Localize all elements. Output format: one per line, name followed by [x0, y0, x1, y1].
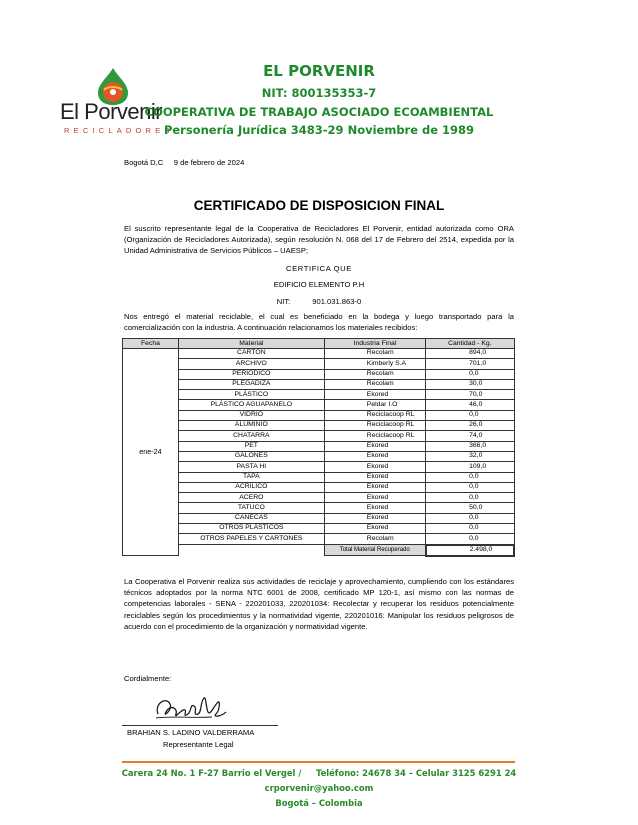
total-spacer: [178, 545, 324, 556]
logo-word: El Porvenir: [60, 99, 163, 124]
material-cell: CHATARRA: [178, 431, 324, 441]
material-cell: ALUMINIO: [178, 421, 324, 431]
industry-cell: Ekored: [324, 390, 425, 400]
table-row: [123, 462, 515, 472]
certifies-heading: CERTIFICA QUE: [286, 264, 352, 273]
table-row: [123, 524, 515, 534]
material-cell: CARTÓN: [178, 349, 324, 359]
material-cell: ACERO: [178, 493, 324, 503]
table-row: [123, 482, 515, 492]
legal-personality: Personería Jurídica 3483-29 Noviembre de 1989: [163, 123, 475, 137]
footer-email[interactable]: crporvenir@yahoo.com: [264, 783, 374, 793]
table-row: [123, 410, 515, 420]
material-cell: CANECAS: [178, 513, 324, 523]
quantity-cell: 894,0: [426, 349, 514, 359]
material-cell: ACRILICO: [178, 482, 324, 492]
total-label: Total Material Recuperado: [324, 545, 425, 556]
quantity-cell: 0,0: [426, 482, 514, 492]
industry-cell: Peldar I.O: [324, 400, 425, 410]
material-cell: PASTA HI: [178, 462, 324, 472]
industry-cell: Ekored: [324, 503, 425, 513]
industry-cell: Recolam: [324, 369, 425, 379]
header-industria: Industria Final: [324, 339, 425, 349]
company-nit: NIT: 800135353-7: [261, 86, 377, 100]
table-row: [123, 513, 515, 523]
quantity-cell: 0,0: [426, 513, 514, 523]
table-row: [123, 472, 515, 482]
table-row: [123, 431, 515, 441]
table-row: [123, 493, 515, 503]
table-row: [123, 390, 515, 400]
table-row: [123, 349, 515, 359]
industry-cell: Ekored: [324, 524, 425, 534]
document-title: CERTIFICADO DE DISPOSICION FINAL: [193, 198, 445, 213]
industry-cell: Ekored: [324, 493, 425, 503]
material-cell: PLÁSTICO: [178, 390, 324, 400]
total-row: [123, 545, 515, 556]
table-row: [123, 379, 515, 389]
header-fecha: Fecha: [123, 339, 179, 349]
quantity-cell: 366,0: [426, 441, 514, 451]
quantity-cell: 0,0: [426, 410, 514, 420]
delivery-paragraph: Nos entregó el material reciclable, el cual es beneficiado en la bodega y luego transportado para la comercialización con la industria. A continuación relacionamos los materiales recibidos:: [124, 312, 514, 333]
table-row: [123, 503, 515, 513]
industry-cell: Recolam: [324, 534, 425, 545]
industry-cell: Recolam: [324, 379, 425, 389]
signer-role: Representante Legal: [163, 740, 234, 749]
table-row: [123, 369, 515, 379]
table-header-row: [123, 339, 515, 349]
client-nit-line: [0, 296, 638, 307]
client-nit-label: NIT:: [276, 297, 291, 306]
quantity-cell: 26,0: [426, 421, 514, 431]
header-cantidad: Cantidad - Kg.: [426, 339, 514, 349]
logo-subtitle: RECICLADORES: [64, 126, 174, 135]
signer-name: BRAHIAN S. LADINO VALDERRAMA: [127, 728, 255, 737]
material-cell: PLÁSTICO AGUAPANELO: [178, 400, 324, 410]
table-row: [123, 534, 515, 545]
header-material: Material: [178, 339, 324, 349]
document-date: Bogotá D,C 9 de febrero de 2024: [124, 158, 245, 167]
material-cell: PERIÓDICO: [178, 369, 324, 379]
table-row: [123, 400, 515, 410]
quantity-cell: 0,0: [426, 472, 514, 482]
quantity-cell: 0,0: [426, 369, 514, 379]
industry-cell: Ekored: [324, 451, 425, 461]
quantity-cell: 74,0: [426, 431, 514, 441]
industry-cell: Recolam: [324, 349, 425, 359]
table-row: [123, 359, 515, 369]
quantity-cell: 32,0: [426, 451, 514, 461]
table-row: [123, 421, 515, 431]
industry-cell: Ekored: [324, 441, 425, 451]
industry-cell: Kimberly S.A: [324, 359, 425, 369]
signature-image: [152, 690, 232, 726]
footer-address: Carera 24 No. 1 F-27 Barrio el Vergel / Teléfono: 24678 34 – Celular 3125 6291 24: [121, 768, 517, 778]
quantity-cell: 30,0: [426, 379, 514, 389]
quantity-cell: 701,0: [426, 359, 514, 369]
company-name: EL PORVENIR: [263, 62, 375, 80]
material-cell: OTROS PLÁSTICOS: [178, 524, 324, 534]
industry-cell: Ekored: [324, 482, 425, 492]
quantity-cell: 0,0: [426, 524, 514, 534]
industry-cell: Ekored: [324, 513, 425, 523]
industry-cell: Reciclacoop RL: [324, 431, 425, 441]
material-cell: GALONES: [178, 451, 324, 461]
material-cell: TATUCO: [178, 503, 324, 513]
footer-city: Bogotá – Colombia: [275, 798, 363, 808]
material-cell: ARCHIVO: [178, 359, 324, 369]
quantity-cell: 0,0: [426, 534, 514, 545]
quantity-cell: 109,0: [426, 462, 514, 472]
table-row: [123, 451, 515, 461]
closing-salutation: Cordialmente:: [124, 674, 172, 683]
client-name: EDIFICIO ELEMENTO P.H: [273, 280, 365, 289]
fecha-cell: ene-24: [123, 349, 179, 556]
materials-table: [122, 338, 515, 557]
footer-divider: [122, 761, 515, 763]
industry-cell: Reciclacoop RL: [324, 421, 425, 431]
closing-paragraph: La Cooperativa el Porvenir realiza sus actividades de reciclaje y aprovechamiento, cumpliendo con los estándares técnicos adoptados por la norma NTC 6001 de 2008, certificado MP 120-1, así mismo con las normas de competencias laborales - SENA - 220201033, 220201034: Recolectar y recuperar los residuos potencialmente reciclables según los procedimientos y la normatividad vigente, 220201016: Manipular los residuos peligrosos de acuerdo con el procedimiento de la organización y normatividad vigente.: [124, 577, 514, 631]
quantity-cell: 0,0: [426, 493, 514, 503]
client-nit-value: 901.031.863-0: [312, 297, 362, 306]
industry-cell: Ekored: [324, 462, 425, 472]
material-cell: VIDRIO: [178, 410, 324, 420]
industry-cell: Ekored: [324, 472, 425, 482]
material-cell: PLEGADIZA: [178, 379, 324, 389]
table-row: [123, 441, 515, 451]
industry-cell: Reciclacoop RL: [324, 410, 425, 420]
material-cell: OTROS PAPELES Y CARTONES: [178, 534, 324, 545]
signature-line: [122, 725, 278, 726]
intro-paragraph: El suscrito representante legal de la Cooperativa de Recicladores El Porvenir, entidad autorizada como ORA (Organización de Recicladores Autorizada), según resolución N. 068 del 17 de Febrero del 2514, expedida por la Unidad Administrativa de Servicios Públicos – UAESP;: [124, 224, 514, 256]
material-cell: PET: [178, 441, 324, 451]
material-cell: TAPA: [178, 472, 324, 482]
company-type: COOPERATIVA DE TRABAJO ASOCIADO ECOAMBIENTAL: [144, 105, 494, 119]
quantity-cell: 50,0: [426, 503, 514, 513]
quantity-cell: 46,0: [426, 400, 514, 410]
quantity-cell: 70,0: [426, 390, 514, 400]
total-value: 2.498,0: [426, 545, 514, 556]
